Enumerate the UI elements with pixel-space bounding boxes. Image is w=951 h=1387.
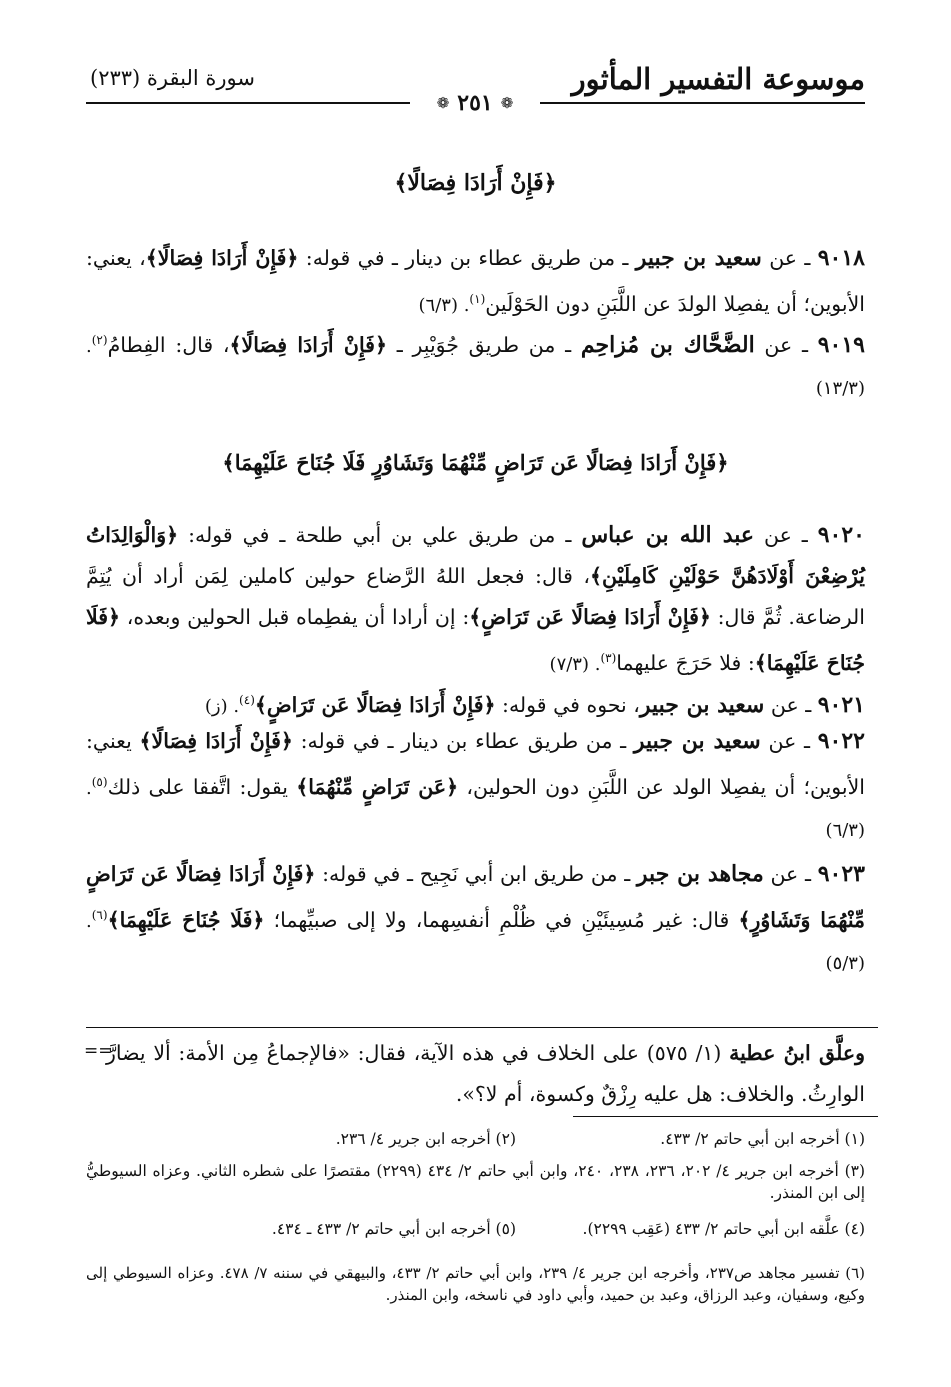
entry-text: ، يعني: الأبوين؛ أن يفصِلا الولدَ عن اللَّبَنِ دون الحَوْلَين [86,246,865,316]
page-number: ٢٥١ [457,90,493,116]
quran-quote: ﴿فَلَا جُنَاحَ عَلَيْهِمَا﴾ [107,907,265,932]
entry-text: : إن أرادا أن يفطِماه قبل الحولين وبعده، [120,605,470,629]
main-separator [86,1027,878,1028]
footnote-marker: (٤) [239,693,255,707]
volume-reference: . (ز) [204,695,240,717]
entry-text: يقول: اتَّفقا على ذلك [107,774,297,799]
volume-reference: . (٥/٣) [86,910,865,974]
page-number-box [410,88,540,118]
entry-9021 [86,680,865,727]
volume-reference: . (٧/٣) [549,653,601,675]
entry-number: ٩٠١٨ [817,245,865,271]
entry-number: ٩٠١٩ [817,331,865,358]
footnote-2: (٢) أخرجه ابن جرير ٤/ ٢٣٦. [335,1130,516,1148]
verse-heading: ﴿فَإِنْ أَرَادَا فِصَالًا﴾ [394,170,557,196]
entry-text: ـ من طريق ابن أبي نَجِيح ـ في قوله: [315,862,637,886]
entry-9018 [86,238,865,326]
book-title: موسوعة التفسير المأثور [571,62,865,96]
connector: ـ عن [761,246,818,270]
connector: ـ عن [760,729,818,753]
narrator-name: سعيد بن جبير [633,728,761,754]
ornament-icon: ❁ [436,94,450,112]
commentator-name: ابنُ عطية [729,1041,811,1065]
quran-quote: ﴿فَإِنْ أَرَادَا فِصَالًا عَن تَرَاضٍ مِّنْهُمَا وَتَشَاوُرٍ﴾ [86,862,865,932]
continuation-text: (١/ ٥٧٥) على الخلاف في هذه الآية، فقال: «فالإجماعُ مِن الأمة: ألا يضارَّ الوارِثُ. والخلاف: هل عليه رِزْقٌ وكسوة، أم لا؟». [106,1041,865,1106]
entry-number: ٩٠٢١ [817,691,865,718]
entry-text: : فلا حَرَجَ عليهما [616,650,755,675]
narrator-name: عبد الله بن عباس [581,522,755,548]
footnote-marker: (٦) [91,908,108,922]
entry-text: ـ من طريق عطاء بن دينار ـ في قوله: [292,729,634,753]
footnote-marker: (١) [469,292,486,306]
connector: ـ عن [754,523,818,547]
entry-text: يعني: الأبوين؛ أن يفصِلا الولد عن اللَّبَنِ دون الحولين، [86,729,865,799]
footnote-4: (٤) علَّقه ابن أبي حاتم ٢/ ٤٣٣ (عَقِب ٢٢٩٩). [582,1220,865,1238]
entry-text: ، قال: فجعل اللهُ الرَّضاع حولين كاملين لِمَن أراد أن يُتِمَّ الرضاعة. ثُمَّ قال: [86,564,866,629]
narrator-name: سعيد بن جبير [639,691,765,718]
quran-quote: ﴿عَن تَرَاضٍ مِّنْهُمَا﴾ [296,774,459,799]
connector: ـ عن [764,692,818,717]
volume-reference: . (١٣/٣) [86,335,865,399]
quran-quote: ﴿فَإِنْ أَرَادَا فِصَالًا﴾ [145,246,299,270]
footnote-row-1 [86,1128,865,1150]
entry-number: ٩٠٢٠ [817,522,865,548]
entry-text: ، نحوه في قوله: [495,692,640,717]
connector: ـ عن [763,862,818,886]
ornament-icon: ❁ [500,94,514,112]
footnote-6: (٦) تفسير مجاهد ص٢٣٧، وأخرجه ابن جرير ٤/ ٢٣٩، وابن أبي حاتم ٢/ ٤٣٣، والبيهقي في سننه ٧/ ٤٧٨. وعزاه السيوطي إلى وكيع، وسفيان، وعبد الرزاق، وعبد بن حميد، وأبي داود في ناسخه، وابن المنذر. [86,1264,866,1304]
verse-heading: ﴿فَإِنْ أَرَادَا فِصَالًا عَن تَرَاضٍ مِّنْهُمَا وَتَشَاوُرٍ فَلَا جُنَاحَ عَلَيْهِمَا﴾ [222,450,729,475]
footnote-3: (٣) أخرجه ابن جرير ٤/ ٢٠٢، ٢٣٦، ٢٣٨، ٢٤٠، وابن أبي حاتم ٢/ ٤٣٤ (٢٢٩٩) مقتصرًا على شطره الثاني. وعزاه السيوطيُّ إلى ابن المنذر. [86,1162,866,1202]
entry-number: ٩٠٢٢ [817,728,865,754]
footnote-marker: (٣) [600,651,617,665]
volume-reference: . (٦/٣) [418,294,470,316]
quran-quote: ﴿فَإِنْ أَرَادَا فِصَالًا عَن تَرَاضٍ﴾ [254,692,496,717]
quran-quote: ﴿فَإِنْ أَرَادَا فِصَالًا﴾ [229,332,387,357]
footnote-marker: (٢) [91,333,108,347]
narrator-name: الضَّحَّاك بن مُزاحِم [580,331,755,358]
quran-quote: ﴿فَإِنْ أَرَادَا فِصَالًا﴾ [139,729,293,753]
narrator-name: سعيد بن جبير [635,245,762,271]
entry-9022 [86,721,865,851]
continuation-note [106,1033,865,1115]
footnote-separator [573,1116,878,1117]
entry-text: ـ من طريق جُوَيْبِر ـ [387,332,581,357]
quran-quote: ﴿وَالْوَالِدَاتُ يُرْضِعْنَ أَوْلَادَهُنَّ حَوْلَيْنِ كَامِلَيْنِ﴾ [86,523,865,588]
entry-text: ـ من طريق علي بن أبي طلحة ـ في قوله: [178,523,582,547]
continuation-marker: == [84,1041,113,1061]
entry-text: ـ من طريق عطاء بن دينار ـ في قوله: [298,246,636,270]
entry-9019 [86,320,865,409]
footnote-5: (٥) أخرجه ابن أبي حاتم ٢/ ٤٣٣ ـ ٤٣٤. [271,1220,516,1238]
entry-number: ٩٠٢٣ [817,861,865,887]
entry-text: ، قال: الفِطامُ [107,332,230,357]
footnote-marker: (٥) [91,775,108,789]
continuation-lead: وعلَّق [810,1041,866,1065]
footnote-row-2 [86,1218,865,1240]
entry-9023 [86,854,865,984]
surah-reference: سورة البقرة (٢٣٣) [90,66,255,90]
narrator-name: مجاهد بن جبر [636,861,764,887]
volume-reference: . (٦/٣) [86,777,865,841]
entry-text: قال: غير مُسِيئَيْنِ في ظُلْمِ أنفسِهما، ولا إلى صبيِّهما؛ [264,907,739,932]
quran-quote: ﴿فَلَا جُنَاحَ عَلَيْهِمَا﴾ [86,605,865,675]
footnote-1: (١) أخرجه ابن أبي حاتم ٢/ ٤٣٣. [660,1130,865,1148]
connector: ـ عن [754,332,818,357]
quran-quote: ﴿فَإِنْ أَرَادَا فِصَالًا عَن تَرَاضٍ﴾ [469,605,711,629]
entry-9020 [86,515,865,685]
